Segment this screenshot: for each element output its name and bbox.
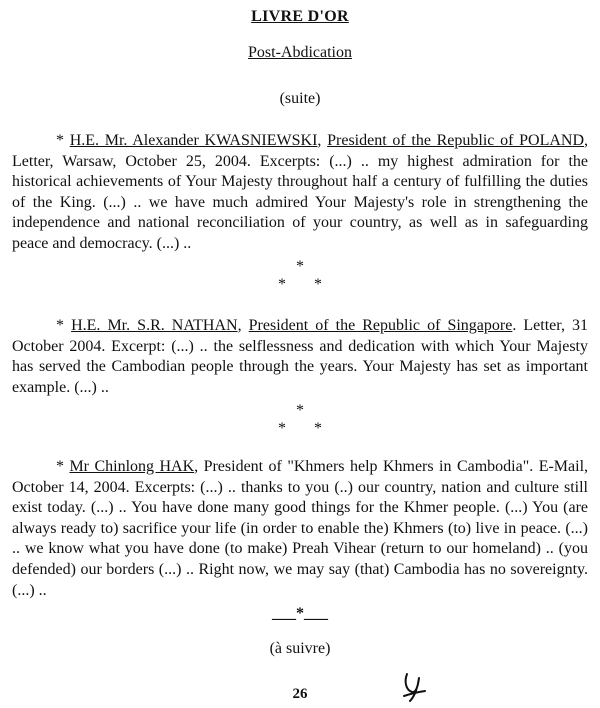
to-follow-note: (à suivre) <box>269 640 331 657</box>
entry-hak <box>12 457 588 601</box>
section-separator <box>0 258 600 294</box>
handwritten-initial-icon <box>398 670 428 704</box>
entry-kwasniewski <box>12 131 588 255</box>
continuation-note: (suite) <box>279 90 321 107</box>
entry-author-name: H.E. Mr. S.R. NATHAN <box>71 317 238 334</box>
entry-bullet: * <box>56 458 64 475</box>
closing-mark: ___*___ <box>272 605 328 622</box>
page-number: 26 <box>292 686 308 702</box>
entry-author-role: President of the Republic of POLAND <box>327 132 585 149</box>
entry-body: . Letter, 31 October 2004. Excerpt: (...) .. the selflessness and dedication with which Your Majesty has served the Cambodian people through the years. Your Majesty has set as important example. (...) .. <box>12 317 589 396</box>
entry-author-role-sep: , <box>237 317 249 334</box>
page-subtitle: Post-Abdication <box>248 44 352 61</box>
section-separator <box>0 402 600 438</box>
entry-author-role-sep: , <box>317 132 328 149</box>
page-title: LIVRE D'OR <box>251 8 349 25</box>
entry-author-name: Mr Chinlong HAK <box>69 458 195 475</box>
separator-top-star: * <box>296 258 304 275</box>
separator-bottom-stars: * * <box>278 420 334 437</box>
entry-bullet: * <box>56 132 64 149</box>
entry-body: , President of "Khmers help Khmers in Cambodia". E-Mail, October 14, 2004. Excerpts: (...) .. thanks to you (..) our country, nation and culture still exist today. (...) .. You have done many good things for the Khmer people. (...) You (are always ready to) sacrifice your life (in order to enable the) Khmers (to) live in peace. (...) .. we know what you have done (to make) Preah Vihear (return to our homeland) .. (you defended) our borders (...) .. Right now, we may say (that) Cambodia has no sovereignty. (...) .. <box>12 458 589 599</box>
entry-body: , Letter, Warsaw, October 25, 2004. Excerpts: (...) .. my highest admiration for the historical achievements of Your Majesty throughout half a century of fulfilling the duties of the King. (...) .. we have much admired Your Majesty's role in strengthening the independence and national reconciliation of your country, as well as in safeguarding peace and democracy. (...) .. <box>12 132 589 252</box>
entry-author-role: President of the Republic of Singapore <box>248 317 513 334</box>
separator-top-star: * <box>296 402 304 419</box>
entry-nathan <box>12 316 588 398</box>
separator-bottom-stars: * * <box>278 276 334 293</box>
entry-author-name: H.E. Mr. Alexander KWASNIEWSKI <box>69 132 318 149</box>
entry-bullet: * <box>56 317 64 334</box>
